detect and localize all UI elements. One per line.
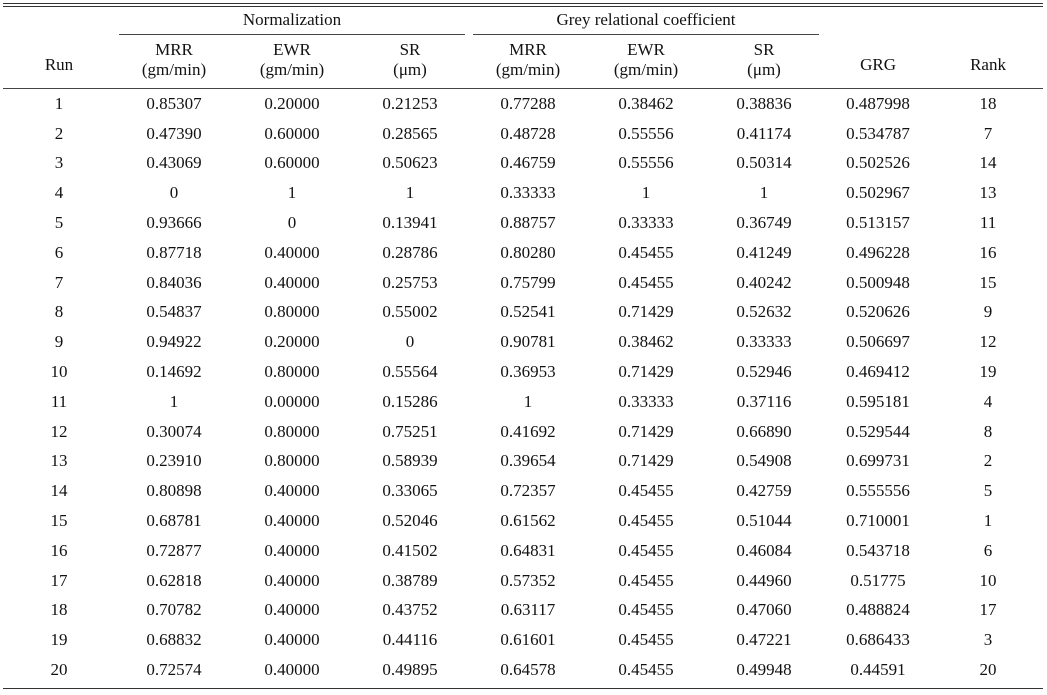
- grey-relational-table: [3, 5, 1043, 685]
- cell-norm-mrr: 0.62818: [146, 570, 202, 590]
- cell-norm-mrr: 0.30074: [146, 421, 202, 441]
- cell-norm-ewr: 0.60000: [264, 153, 320, 173]
- cell-grey-mrr: 0.61601: [500, 630, 556, 650]
- cell-norm-sr: 0.49895: [382, 660, 438, 680]
- cell-norm-ewr: 0: [287, 213, 297, 233]
- cell-grey-mrr: 0.63117: [500, 600, 556, 620]
- cell-norm-sr: 0.28786: [382, 242, 438, 262]
- cell-grey-ewr: 0.45455: [618, 272, 674, 292]
- cell-rank: 9: [983, 302, 993, 322]
- table-header: [3, 5, 1043, 89]
- header-normalization: [115, 5, 469, 35]
- cell-grey-mrr: 0.64831: [500, 540, 556, 560]
- cell-grg: 0.513157: [846, 213, 910, 233]
- cell-norm-mrr: 0.87718: [146, 242, 202, 262]
- cell-grey-mrr: 0.72357: [500, 481, 556, 501]
- cell-grey-sr: 0.33333: [736, 332, 792, 352]
- cell-norm-ewr: 0.40000: [264, 481, 320, 501]
- header-grey-coefficient: [469, 5, 823, 35]
- cell-grey-mrr: 0.33333: [500, 183, 556, 203]
- cell-grg: 0.51775: [850, 570, 906, 590]
- cell-norm-ewr: 0.40000: [264, 272, 320, 292]
- cell-norm-ewr: 0.80000: [264, 451, 320, 471]
- table-row: [3, 387, 1043, 417]
- table-row: [3, 447, 1043, 477]
- unit-norm-ewr: (gm/min): [233, 60, 351, 89]
- cell-norm-sr: 0.55564: [382, 362, 438, 382]
- grey-coefficient-underline: [473, 34, 819, 35]
- cell-grey-mrr: 0.36953: [500, 362, 556, 382]
- header-run: Run: [3, 5, 115, 89]
- cell-grey-ewr: 0.33333: [618, 213, 674, 233]
- cell-grey-ewr: 0.38462: [618, 332, 674, 352]
- cell-norm-sr: 0.52046: [382, 511, 438, 531]
- cell-norm-sr: 0.13941: [382, 213, 438, 233]
- cell-norm-sr: 0.50623: [382, 153, 438, 173]
- cell-norm-sr: 0.58939: [382, 451, 438, 471]
- cell-norm-ewr: 0.20000: [264, 332, 320, 352]
- cell-run: 3: [54, 153, 64, 173]
- cell-norm-sr: 0.15286: [382, 391, 438, 411]
- cell-grey-mrr: 0.90781: [500, 332, 556, 352]
- header-grey-mrr: MRR: [509, 40, 547, 59]
- cell-norm-sr: 0.55002: [382, 302, 438, 322]
- cell-grey-ewr: 1: [641, 183, 651, 203]
- cell-run: 14: [50, 481, 68, 501]
- cell-grey-sr: 0.41174: [736, 123, 792, 143]
- cell-norm-ewr: 0.80000: [264, 362, 320, 382]
- header-norm-ewr: EWR: [273, 40, 311, 59]
- table-row: [3, 208, 1043, 238]
- cell-grg: 0.506697: [846, 332, 910, 352]
- cell-grg: 0.520626: [846, 302, 910, 322]
- cell-grg: 0.710001: [846, 511, 910, 531]
- cell-rank: 14: [979, 153, 997, 173]
- cell-norm-ewr: 0.00000: [264, 391, 320, 411]
- cell-grey-mrr: 0.39654: [500, 451, 556, 471]
- top-rule: [3, 3, 1043, 4]
- cell-run: 15: [50, 511, 68, 531]
- unit-grey-sr: (μm): [705, 60, 823, 89]
- table-row: [3, 506, 1043, 536]
- cell-norm-ewr: 0.40000: [264, 570, 320, 590]
- cell-grg: 0.543718: [846, 540, 910, 560]
- cell-norm-mrr: 0.70782: [146, 600, 202, 620]
- cell-grg: 0.534787: [846, 123, 910, 143]
- cell-rank: 1: [983, 511, 993, 531]
- cell-rank: 3: [983, 630, 993, 650]
- cell-grey-ewr: 0.45455: [618, 570, 674, 590]
- cell-norm-sr: 0.21253: [382, 93, 438, 113]
- header-norm-mrr: MRR: [155, 40, 193, 59]
- table-row: [3, 89, 1043, 119]
- cell-rank: 20: [979, 660, 997, 680]
- header-grg: GRG: [823, 5, 933, 89]
- cell-grey-ewr: 0.71429: [618, 451, 674, 471]
- cell-norm-mrr: 0.85307: [146, 93, 202, 113]
- cell-grg: 0.44591: [850, 660, 906, 680]
- cell-norm-mrr: 0.68781: [146, 511, 202, 531]
- cell-run: 7: [54, 272, 64, 292]
- cell-norm-mrr: 0.23910: [146, 451, 202, 471]
- cell-grey-sr: 0.50314: [736, 153, 792, 173]
- cell-grey-mrr: 0.52541: [500, 302, 556, 322]
- cell-norm-sr: 0.25753: [382, 272, 438, 292]
- header-grey-sr: SR: [753, 40, 775, 59]
- cell-norm-sr: 0.44116: [382, 630, 438, 650]
- cell-grg: 0.686433: [846, 630, 910, 650]
- cell-grey-sr: 0.38836: [736, 93, 792, 113]
- cell-norm-sr: 0.75251: [382, 421, 438, 441]
- cell-grey-mrr: 0.61562: [500, 511, 556, 531]
- cell-grey-mrr: 0.41692: [500, 421, 556, 441]
- cell-grey-mrr: 0.77288: [500, 93, 556, 113]
- cell-rank: 18: [979, 93, 997, 113]
- cell-grg: 0.488824: [846, 600, 910, 620]
- cell-rank: 11: [979, 213, 997, 233]
- cell-norm-ewr: 1: [287, 183, 297, 203]
- cell-norm-ewr: 0.80000: [264, 421, 320, 441]
- unit-grey-ewr: (gm/min): [587, 60, 705, 89]
- unit-grey-mrr: (gm/min): [469, 60, 587, 89]
- cell-grg: 0.595181: [846, 391, 910, 411]
- cell-rank: 2: [983, 451, 993, 471]
- table-row: [3, 596, 1043, 626]
- cell-rank: 19: [979, 362, 997, 382]
- cell-run: 18: [50, 600, 68, 620]
- cell-norm-mrr: 0.72877: [146, 540, 202, 560]
- cell-grey-sr: 0.47060: [736, 600, 792, 620]
- cell-norm-sr: 0.38789: [382, 570, 438, 590]
- cell-norm-mrr: 0.68832: [146, 630, 202, 650]
- cell-norm-ewr: 0.60000: [264, 123, 320, 143]
- cell-grey-sr: 0.51044: [736, 511, 792, 531]
- cell-grey-sr: 0.40242: [736, 272, 792, 292]
- cell-rank: 12: [979, 332, 997, 352]
- cell-rank: 13: [979, 183, 997, 203]
- cell-grey-sr: 0.47221: [736, 630, 792, 650]
- cell-grey-sr: 0.54908: [736, 451, 792, 471]
- table-body: [3, 89, 1043, 685]
- cell-norm-mrr: 0.47390: [146, 123, 202, 143]
- table-row: [3, 298, 1043, 328]
- cell-grey-sr: 0.42759: [736, 481, 792, 501]
- cell-grey-ewr: 0.71429: [618, 302, 674, 322]
- cell-run: 11: [50, 391, 68, 411]
- cell-run: 12: [50, 421, 68, 441]
- cell-grey-ewr: 0.45455: [618, 242, 674, 262]
- cell-norm-ewr: 0.40000: [264, 540, 320, 560]
- cell-grg: 0.699731: [846, 451, 910, 471]
- cell-norm-sr: 0.28565: [382, 123, 438, 143]
- cell-run: 13: [50, 451, 68, 471]
- cell-run: 19: [50, 630, 68, 650]
- header-norm-sr: SR: [399, 40, 421, 59]
- table-row: [3, 357, 1043, 387]
- cell-norm-ewr: 0.40000: [264, 660, 320, 680]
- table-row: [3, 149, 1043, 179]
- cell-run: 17: [50, 570, 68, 590]
- cell-rank: 16: [979, 242, 997, 262]
- table-row: [3, 566, 1043, 596]
- unit-norm-sr: (μm): [351, 60, 469, 89]
- cell-grey-sr: 0.37116: [736, 391, 792, 411]
- cell-grey-ewr: 0.45455: [618, 660, 674, 680]
- cell-grg: 0.500948: [846, 272, 910, 292]
- cell-rank: 15: [979, 272, 997, 292]
- cell-grey-sr: 0.41249: [736, 242, 792, 262]
- header-normalization-label: Normalization: [242, 10, 342, 29]
- cell-norm-mrr: 0: [169, 183, 179, 203]
- cell-norm-mrr: 0.80898: [146, 481, 202, 501]
- cell-grey-mrr: 0.64578: [500, 660, 556, 680]
- cell-norm-sr: 0: [405, 332, 415, 352]
- cell-norm-ewr: 0.40000: [264, 630, 320, 650]
- cell-run: 10: [50, 362, 68, 382]
- cell-grg: 0.496228: [846, 242, 910, 262]
- cell-norm-mrr: 0.84036: [146, 272, 202, 292]
- table-row: [3, 178, 1043, 208]
- normalization-underline: [119, 34, 465, 35]
- cell-grg: 0.555556: [846, 481, 910, 501]
- cell-rank: 6: [983, 540, 993, 560]
- cell-grey-mrr: 0.75799: [500, 272, 556, 292]
- cell-grey-ewr: 0.71429: [618, 362, 674, 382]
- cell-norm-sr: 1: [405, 183, 415, 203]
- cell-norm-ewr: 0.40000: [264, 242, 320, 262]
- cell-grey-mrr: 0.80280: [500, 242, 556, 262]
- cell-run: 1: [54, 93, 64, 113]
- cell-grey-mrr: 0.46759: [500, 153, 556, 173]
- cell-norm-mrr: 0.72574: [146, 660, 202, 680]
- cell-run: 9: [54, 332, 64, 352]
- cell-run: 5: [54, 213, 64, 233]
- cell-norm-sr: 0.33065: [382, 481, 438, 501]
- cell-rank: 5: [983, 481, 993, 501]
- cell-run: 20: [50, 660, 68, 680]
- cell-rank: 10: [979, 570, 997, 590]
- table-row: [3, 268, 1043, 298]
- unit-norm-mrr: (gm/min): [115, 60, 233, 89]
- header-grey-ewr: EWR: [627, 40, 665, 59]
- cell-grey-mrr: 0.48728: [500, 123, 556, 143]
- cell-grey-ewr: 0.55556: [618, 153, 674, 173]
- cell-grey-ewr: 0.45455: [618, 630, 674, 650]
- cell-norm-ewr: 0.80000: [264, 302, 320, 322]
- cell-grey-sr: 1: [759, 183, 769, 203]
- cell-grg: 0.487998: [846, 93, 910, 113]
- cell-grey-ewr: 0.45455: [618, 540, 674, 560]
- cell-norm-ewr: 0.40000: [264, 600, 320, 620]
- header-rank: Rank: [933, 5, 1043, 89]
- cell-grey-mrr: 0.57352: [500, 570, 556, 590]
- cell-run: 6: [54, 242, 64, 262]
- cell-grg: 0.502967: [846, 183, 910, 203]
- bottom-rule: [3, 688, 1043, 689]
- cell-run: 2: [54, 123, 64, 143]
- table-row: [3, 119, 1043, 149]
- header-grey-coefficient-label: Grey relational coefficient: [556, 10, 736, 29]
- cell-run: 8: [54, 302, 64, 322]
- cell-norm-sr: 0.43752: [382, 600, 438, 620]
- table-row: [3, 625, 1043, 655]
- table-row: [3, 327, 1043, 357]
- cell-grey-sr: 0.49948: [736, 660, 792, 680]
- cell-run: 16: [50, 540, 68, 560]
- cell-norm-mrr: 0.54837: [146, 302, 202, 322]
- table-row: [3, 536, 1043, 566]
- cell-grey-ewr: 0.33333: [618, 391, 674, 411]
- table-row: [3, 476, 1043, 506]
- cell-norm-mrr: 0.93666: [146, 213, 202, 233]
- cell-norm-sr: 0.41502: [382, 540, 438, 560]
- cell-grey-ewr: 0.71429: [618, 421, 674, 441]
- cell-norm-mrr: 1: [169, 391, 179, 411]
- cell-rank: 8: [983, 421, 993, 441]
- cell-grey-sr: 0.46084: [736, 540, 792, 560]
- cell-grey-ewr: 0.38462: [618, 93, 674, 113]
- cell-norm-mrr: 0.43069: [146, 153, 202, 173]
- cell-norm-ewr: 0.20000: [264, 93, 320, 113]
- cell-grey-ewr: 0.45455: [618, 481, 674, 501]
- cell-grg: 0.529544: [846, 421, 910, 441]
- cell-grey-sr: 0.44960: [736, 570, 792, 590]
- cell-grey-sr: 0.52946: [736, 362, 792, 382]
- table-row: [3, 417, 1043, 447]
- cell-grey-ewr: 0.55556: [618, 123, 674, 143]
- cell-grey-mrr: 0.88757: [500, 213, 556, 233]
- cell-run: 4: [54, 183, 64, 203]
- cell-rank: 17: [979, 600, 997, 620]
- cell-rank: 4: [983, 391, 993, 411]
- table-row: [3, 655, 1043, 685]
- cell-norm-mrr: 0.94922: [146, 332, 202, 352]
- cell-grey-ewr: 0.45455: [618, 600, 674, 620]
- cell-grg: 0.469412: [846, 362, 910, 382]
- cell-grg: 0.502526: [846, 153, 910, 173]
- cell-grey-sr: 0.36749: [736, 213, 792, 233]
- cell-norm-mrr: 0.14692: [146, 362, 202, 382]
- table-row: [3, 238, 1043, 268]
- cell-grey-sr: 0.52632: [736, 302, 792, 322]
- cell-norm-ewr: 0.40000: [264, 511, 320, 531]
- cell-grey-sr: 0.66890: [736, 421, 792, 441]
- cell-rank: 7: [983, 123, 993, 143]
- cell-grey-ewr: 0.45455: [618, 511, 674, 531]
- cell-grey-mrr: 1: [523, 391, 533, 411]
